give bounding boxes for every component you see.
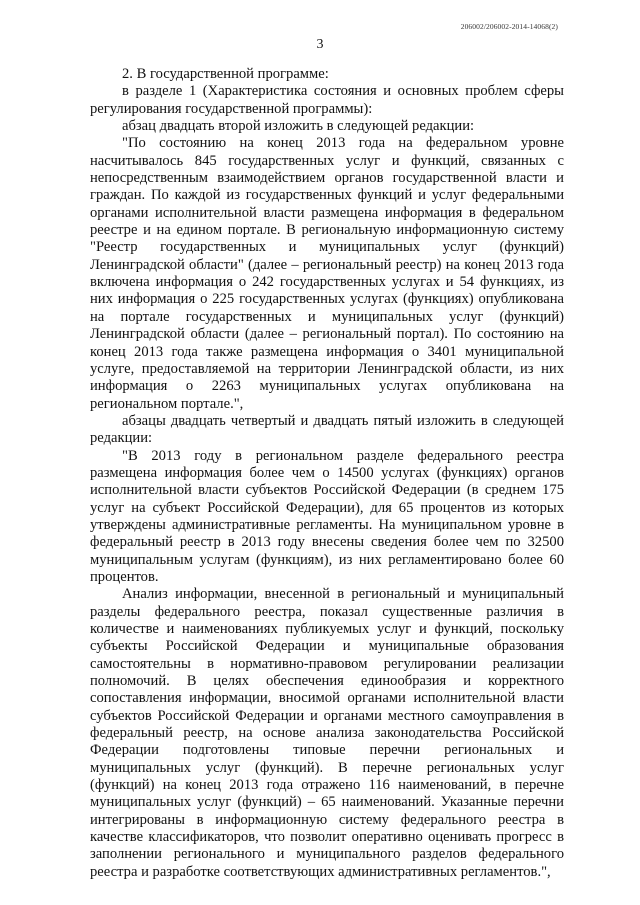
- paragraph-quoted-text-3: Анализ информации, внесенной в региональный и муниципальный разделы федерального реестра, показал существенные различия в количестве и наименованиях публикуемых услуг и функций, поскольку субъекты Российской Федерации и муниципальные образования самостоятельны в нормативно-правовом регулировании реализации полномочий. В целях обеспечения единообразия и корректного сопоставления информации, вносимой органами исполнительной власти субъектов Российской Федерации и органами местного самоуправления в федеральный реестр, на основе анализа законодательства Российской Федерации подготовлены типовые перечни региональных и муниципальных услуг (функций). В перечне региональных услуг (функций) на конец 2013 года отражено 116 наименований, в перечне муниципальных услуг (функций) – 65 наименований. Указанные перечни интегрированы в информационную систему федерального реестра в качестве классификаторов, что позволит оперативно оценивать прогресс в заполнении регионального и муниципального разделов федерального реестра и разработке соответствующих административных регламентов.",: [90, 586, 564, 880]
- paragraph-quoted-text-1: "По состоянию на конец 2013 года на федеральном уровне насчитывалось 845 государственных услуг и функций, связанных с непосредственным взаимодействием органов государственной власти и граждан. По каждой из государственных функций и услуг федеральными органами исполнительной власти размещена информация в федеральном реестре и на едином портале. В региональную информационную систему "Реестр государственных и муниципальных услуг (функций) Ленинградской области" (далее – региональный реестр) на конец 2013 года включена информация о 242 государственных услугах и 54 функциях, из них информация о 225 государственных услугах (функциях) опубликована на портале государственных и муниципальных услуг (функций) Ленинградской области (далее – региональный портал). По состоянию на конец 2013 года также размещена информация о 3401 муниципальной услуге, предоставляемой на территории Ленинградской области, из них информация о 2263 муниципальных услугах опубликована на региональном портале.",: [90, 135, 564, 412]
- paragraph-section-reference: в разделе 1 (Характеристика состояния и основных проблем сферы регулирования государственной программы):: [90, 83, 564, 117]
- paragraph-quoted-text-2: "В 2013 году в региональном разделе федерального реестра размещена информация более чем о 14500 услугах (функциях) органов исполнительной власти субъектов Российской Федерации (в среднем 175 услуг на субъект Российской Федерации), для 65 процентов из которых утверждены административные регламенты. На муниципальном уровне в федеральный реестр в 2013 году внесены сведения более чем по 32500 муниципальным услугам (функциям), из них регламентировано более 60 процентов.: [90, 447, 564, 585]
- paragraph-instruction-24-25: абзацы двадцать четвертый и двадцать пятый изложить в следующей редакции:: [90, 412, 564, 447]
- document-id: 206002/206002-2014-14068(2): [460, 22, 558, 31]
- document-body: [90, 66, 564, 881]
- paragraph-instruction-22: абзац двадцать второй изложить в следующей редакции:: [122, 118, 475, 135]
- page-number: 3: [316, 37, 324, 52]
- paragraph-section-heading: 2. В государственной программе:: [122, 66, 329, 82]
